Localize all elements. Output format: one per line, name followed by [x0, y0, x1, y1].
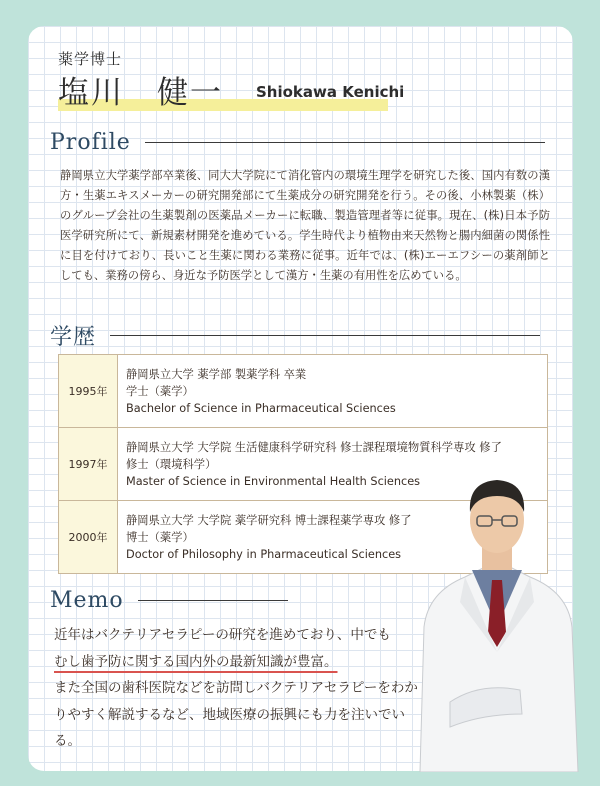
education-detail	[118, 355, 548, 428]
memo-line: 近年はバクテリアセラピーの研究を進めており、中でも	[54, 627, 391, 643]
education-degree-en: Doctor of Philosophy in Pharmaceutical Sciences	[126, 547, 402, 561]
name-english: Shiokawa Kenichi	[256, 83, 405, 101]
education-degree: 学士（薬学）	[126, 384, 194, 398]
education-year: 2000年	[59, 501, 118, 574]
profile-heading-text: Profile	[50, 130, 131, 155]
education-degree: 博士（薬学）	[126, 530, 194, 544]
degree-label: 薬学博士	[58, 50, 123, 68]
name-block	[58, 48, 405, 115]
memo-highlight: むし歯予防に関する国内外の最新知識が豊富。	[54, 653, 338, 670]
name-line	[58, 71, 405, 115]
education-heading-rule	[110, 335, 540, 336]
memo-heading-rule	[138, 600, 288, 601]
education-year: 1997年	[59, 428, 118, 501]
education-school: 静岡県立大学 大学院 生活健康科学研究科 修士課程環境物質科学専攻 修了	[126, 440, 502, 454]
table-row	[59, 355, 548, 428]
education-school: 静岡県立大学 大学院 薬学研究科 博士課程薬学専攻 修了	[126, 513, 412, 527]
memo-text	[54, 622, 424, 755]
education-heading-text: 学歴	[50, 325, 97, 350]
education-degree: 修士（環境科学）	[126, 457, 217, 471]
profile-text: 静岡県立大学薬学部卒業後、同大大学院にて消化管内の環境生理学を研究した後、国内有数の漢方・生薬エキスメーカーの研究開発部にて生薬成分の研究開発を行う。その後、小林製薬（株）のグループ会社の生薬製剤の医薬品メーカーに転職、製造管理者等に従事。現在、(株)日本予防医学研究所にて、新規素材開発を進めている。学生時代より植物由来天然物と腸内細菌の関係性に目を付けており、長いこと生薬に関わる業務に従事。近年では、(株)エーエフシーの薬剤師としても、業務の傍ら、身近な予防医学として漢方・生薬の有用性を広めている。	[60, 169, 550, 282]
profile-heading-rule	[145, 142, 545, 143]
education-year: 1995年	[59, 355, 118, 428]
profile-heading	[50, 130, 545, 155]
education-degree-en: Bachelor of Science in Pharmaceutical Sciences	[126, 401, 396, 415]
education-degree-en: Master of Science in Environmental Health Sciences	[126, 474, 421, 488]
education-school: 静岡県立大学 薬学部 製薬学科 卒業	[126, 367, 307, 381]
memo-line: また全国の歯科医院などを訪問しバクテリアセラピーをわかりやすく解説するなど、地域医療の振興にも力を注いでいる。	[54, 680, 418, 749]
education-heading	[50, 320, 540, 351]
name-japanese: 塩川 健一	[58, 75, 223, 111]
memo-heading-text: Memo	[50, 588, 124, 613]
memo-heading	[50, 588, 288, 613]
doctor-photo	[410, 452, 582, 772]
